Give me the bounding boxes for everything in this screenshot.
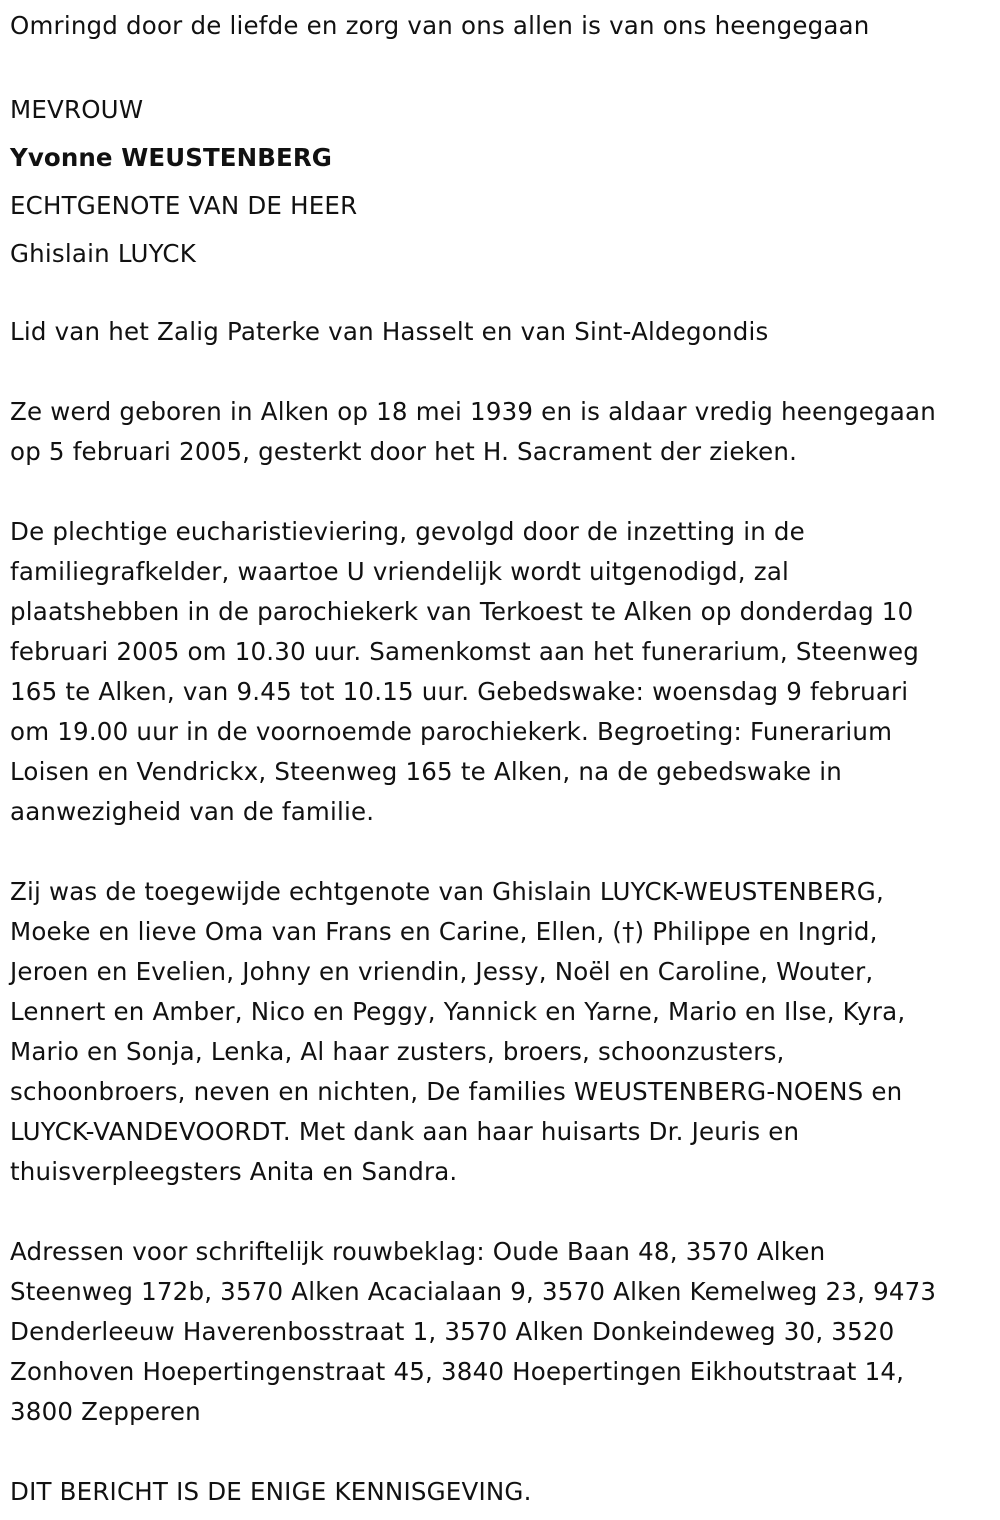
spacer [10,1432,990,1472]
paragraph-line: Lennert en Amber, Nico en Peggy, Yannick en Yarne, Mario en Ilse, Kyra, [10,997,906,1026]
paragraph-line: 3800 Zepperen [10,1397,201,1426]
paragraph-line: familiegrafkelder, waartoe U vriendelijk wordt uitgenodigd, zal [10,557,790,586]
paragraph-line: Zij was de toegewijde echtgenote van Ghislain LUYCK-WEUSTENBERG, [10,877,884,906]
ceremony-paragraph [10,512,990,832]
paragraph-line: aanwezigheid van de familie. [10,797,375,826]
spacer [10,278,990,312]
paragraph-line: Zonhoven Hoepertingenstraat 45, 3840 Hoepertingen Eikhoutstraat 14, [10,1357,905,1386]
deceased-name: Yvonne WEUSTENBERG [10,143,333,172]
paragraph-line: Mario en Sonja, Lenka, Al haar zusters, broers, schoonzusters, [10,1037,785,1066]
spouse-name: Ghislain LUYCK [10,239,196,268]
paragraph-line: februari 2005 om 10.30 uur. Samenkomst aan het funerarium, Steenweg [10,637,919,666]
paragraph-line: Denderleeuw Haverenbosstraat 1, 3570 Alken Donkeindeweg 30, 3520 [10,1317,895,1346]
paragraph-line: Loisen en Vendrickx, Steenweg 165 te Alken, na de gebedswake in [10,757,843,786]
spouse-prefix: ECHTGENOTE VAN DE HEER [10,191,358,220]
paragraph-line: LUYCK-VANDEVOORDT. Met dank aan haar huisarts Dr. Jeuris en [10,1117,800,1146]
paragraph-line: Ze werd geboren in Alken op 18 mei 1939 en is aldaar vredig heengegaan [10,397,936,426]
paragraph-line: Steenweg 172b, 3570 Alken Acacialaan 9, 3570 Alken Kemelweg 23, 9473 [10,1277,937,1306]
spacer [10,1192,990,1232]
paragraph-line: 165 te Alken, van 9.45 tot 10.15 uur. Gebedswake: woensdag 9 februari [10,677,909,706]
paragraph-line: schoonbroers, neven en nichten, De families WEUSTENBERG-NOENS en [10,1077,903,1106]
paragraph-line: Adressen voor schriftelijk rouwbeklag: Oude Baan 48, 3570 Alken [10,1237,826,1266]
paragraph-line: plaatshebben in de parochiekerk van Terkoest te Alken op donderdag 10 [10,597,914,626]
birth-death-paragraph [10,392,990,472]
title-prefix: MEVROUW [10,95,144,124]
intro-text: Omringd door de liefde en zorg van ons allen is van ons heengegaan [10,11,870,40]
closing-text: DIT BERICHT IS DE ENIGE KENNISGEVING. [10,1477,532,1506]
paragraph-line: thuisverpleegsters Anita en Sandra. [10,1157,458,1186]
paragraph-line: op 5 februari 2005, gesterkt door het H. Sacrament der zieken. [10,437,798,466]
name-block [10,86,990,278]
spacer [10,832,990,872]
spacer [10,46,990,86]
spacer [10,472,990,512]
address-paragraph [10,1232,990,1432]
paragraph-line: Moeke en lieve Oma van Frans en Carine, Ellen, (†) Philippe en Ingrid, [10,917,878,946]
paragraph-line: om 19.00 uur in de voornoemde parochiekerk. Begroeting: Funerarium [10,717,893,746]
spacer [10,352,990,392]
paragraph-line: De plechtige eucharistieviering, gevolgd door de inzetting in de [10,517,805,546]
family-paragraph [10,872,990,1192]
paragraph-line: Jeroen en Evelien, Johny en vriendin, Jessy, Noël en Caroline, Wouter, [10,957,874,986]
membership-text: Lid van het Zalig Paterke van Hasselt en van Sint-Aldegondis [10,317,769,346]
